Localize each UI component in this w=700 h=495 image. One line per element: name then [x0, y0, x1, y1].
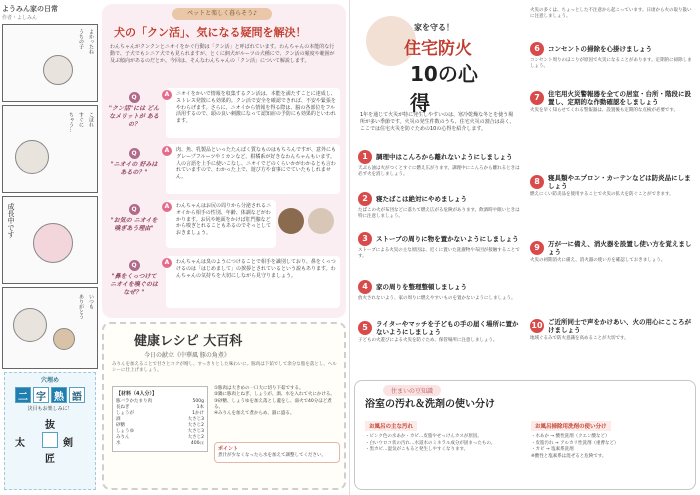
recipe-title: 健康レシピ 大百科: [134, 334, 243, 349]
dog-figure: [53, 328, 75, 350]
ingredients-heading: 【材料（4人分）】: [116, 391, 157, 397]
recipe-step: ③砂糖、しょうゆを加え落とし蓋をし、弱火で40分ほど煮る。: [214, 398, 332, 410]
bath-cleaner-box: [531, 413, 691, 487]
fire-tip: [358, 192, 524, 221]
q-badge-icon: Q: [129, 148, 140, 159]
tip-body: 燃えにくい防炎品を使用することで火災の拡大を防ぐことができます。: [530, 192, 674, 198]
tip-number: 3: [358, 232, 372, 246]
answer-box: A 肉、魚、乳製品といったたんぱく質なものはもちろんですが、意外にもグレープフルーツやミカンなど、柑橘系が好きなわんちゃんもいます。人の言語を上手に使いこなし、ニオイでどのくらいかがわかるとも言われていますので、わかった上で、遊び方や食事にでていたもしれません。: [166, 144, 340, 194]
fire-title: 住宅防火: [404, 39, 472, 59]
tip-title: 調理中はこんろから離れないようにしましょう: [376, 152, 513, 161]
ingredient-row: 砂糖 大さじ2: [116, 423, 204, 429]
speech-bubble: こぼれ: [88, 112, 94, 127]
fire-hero: [358, 6, 492, 116]
bath-cleaner-heading: お風呂掃除用洗剤の使い分け: [531, 421, 611, 431]
question: Q "お気の ニオイを 嗅ぎあう理由": [110, 206, 158, 232]
tip-title: ご近所同士で声をかけあい、火の用心にこころがけましょう: [548, 318, 691, 335]
tip-body: たばこの火が布団などに落ちて燃え広がる危険があります。飲酒時や眠いときは特に注意しましょう。: [358, 208, 520, 220]
speech-bubble: ちゃう…: [68, 112, 74, 132]
ingredients-box: [112, 386, 208, 452]
puzzle-cross: [5, 416, 95, 464]
character-figure: [43, 55, 73, 85]
tip-title: 寝具類やエプロン・カーテンなどは防炎品にしましょう: [548, 174, 691, 191]
puzzle-char: 抜: [45, 420, 55, 431]
ingredient-row: しょうゆ 大さじ3: [116, 429, 204, 435]
tip-body: 天ぷら油は火がつくとすぐに燃え広がります。調理中にこんろから離れるときは必ず火を消しましょう。: [358, 166, 520, 178]
bath-section: [354, 380, 696, 490]
ingredient-row: 豚バラかたまり肉 500g: [116, 399, 204, 404]
a-badge-icon: A: [162, 258, 172, 268]
fire-tip: [530, 90, 694, 115]
tip-number: 5: [358, 321, 372, 335]
manga-title: ようみん家の日常: [2, 5, 58, 13]
bath-title: 浴室の汚れ＆洗剤の使い分け: [365, 399, 495, 410]
tip-number: 9: [530, 241, 544, 255]
tip-title: ストーブの周りに物を置かないようにしましょう: [376, 234, 519, 243]
tip-number: 1: [358, 150, 372, 164]
recipe-intro: みりんを加えることで甘さとコクが増し、すっきりとした味わいに。豚肉は下茹でして余分な脂を落とし、ヘルシーに仕上げましょう。: [112, 362, 337, 374]
tip-number: 6: [530, 42, 544, 56]
right-page: [350, 0, 700, 495]
recipe-point: [214, 442, 340, 463]
q-badge-icon: Q: [129, 92, 140, 103]
fire-eyebrow: 家を守る！: [414, 23, 454, 32]
tip-title: ライターやマッチを子どもの手の届く場所に置かないようにしましょう: [376, 320, 519, 337]
tip-body: 地域ぐるみで防火意識を高めることが大切です。: [530, 336, 629, 342]
manga-panel-1: [2, 24, 98, 102]
fire-tip: [358, 280, 524, 302]
bath-stains-heading: お風呂の主な汚れ: [365, 421, 417, 431]
speech-bubble: うちの子: [78, 29, 84, 49]
tip-number: 4: [358, 280, 372, 294]
tip-body: 火災の初期消火に備え、消火器の使い方を確認しておきましょう。: [530, 258, 666, 264]
ingredient-row: 長ねぎ 1本: [116, 405, 204, 411]
speech-bubble: すぐに: [78, 112, 84, 127]
fire-tip: [530, 240, 694, 265]
ingredient-row: しょうが 1かけ: [116, 411, 204, 417]
fire-note: 火災の多くは、ちょっとした不注意から起こっています。日頃から火の取り扱いに注意しましょう。: [530, 8, 692, 20]
puzzle-cell: 二: [15, 387, 31, 403]
tip-number: 10: [530, 319, 544, 333]
q-badge-icon: Q: [129, 204, 140, 215]
fire-tip: [530, 174, 694, 199]
question: Q "鼻をくっつけて ニオイを嗅ぐのは なぜ？": [110, 262, 158, 296]
tip-number: 2: [358, 192, 372, 206]
manga-panel-4: [2, 287, 98, 369]
speech-bubble: 成長中です: [7, 203, 16, 238]
tip-body: ストーブによる火災の主な原因は、近くに置いた洗濯物や布団が接触することです。: [358, 248, 520, 260]
puzzle-note: 決目もお楽しみに！: [27, 406, 73, 412]
fire-tip: [530, 42, 694, 71]
tip-number: 7: [530, 91, 544, 105]
tip-number: 8: [530, 175, 544, 189]
a-badge-icon: A: [162, 202, 172, 212]
dog-illustration: [278, 208, 304, 234]
recipe-step: ④みりんを加えて煮からめ、器に盛る。: [214, 411, 295, 417]
manga-panel-2: [2, 105, 98, 193]
ingredient-row: みりん 大さじ2: [116, 435, 204, 441]
fire-tip: [358, 150, 524, 179]
puzzle-cell: 字: [33, 387, 49, 403]
speech-bubble: いつも: [88, 294, 94, 309]
point-text: 煮汁が少なくなったら水を加えて調整してください。: [218, 452, 326, 458]
recipe-steps: [214, 386, 340, 417]
manga-author: 作者・よしみん: [2, 15, 38, 21]
recipe-section: [102, 322, 346, 490]
pet-banner: ペットと楽しく暮らそう♪: [172, 8, 272, 20]
recipe-step: ①豚肉は大きめの一口大に切り下茹でする。: [214, 386, 304, 391]
answer-box: A ニオイをかいで情報を収集するクン活は、本能を満たすことに達成し、ストレス発散にも効果的。クン活で安全を確認できれば、不安や緊張をやわらげます。さらに、ニオイから情報を得る際は、脳の各部位をフル活用するので、頭の良い刺激になって認知症の予防にも効果的といわれます。: [166, 88, 340, 138]
puzzle-row: [5, 387, 95, 403]
bath-cleaner-body: ・水あか → 酸性洗剤（クエン酸など） ・皮脂汚れ → アルカリ性洗剤（重曹など） ・カビ → 塩素系洗剤 ※酸性と塩素系は混ぜると危険です。: [531, 434, 619, 459]
pet-intro: わんちゃんがクンクンとニオイをかぐ行動は「クン活」と呼ばれています。わんちゃんの本能的な行動で、子犬でもシニア犬でも見られますが、とくに飼犬がルーツの犬種にで、クン活の頻度や範囲が及ぶ傾向があるのだとか。今回は、そんなわんちゃんの「クン活」について解説します。: [110, 44, 335, 64]
fire-subtitle: 10の心得: [410, 62, 478, 115]
puzzle-blank-cell: [42, 432, 58, 448]
tip-title: 万が一に備え、消火器を設置し使い方を覚えましょう: [548, 240, 692, 257]
fire-intro: 1年を通じて火災が特に発生しやすいのは、寒冷乾燥な冬とを使う場所が多い季節です。火災の発生件数のうち、住宅火災の割合は高く、ここでは住宅火災を防ぐための10の心得を紹介します。: [360, 112, 515, 132]
character-figure: [15, 140, 49, 174]
speech-bubble: ありがとう: [78, 294, 84, 319]
q-badge-icon: Q: [129, 260, 140, 271]
puzzle-char: 太: [15, 438, 25, 449]
manga-panel-3: [2, 196, 98, 284]
puzzle-cell: 語: [69, 387, 85, 403]
bath-stains-body: ・ピンク色の水あか・カビ…皮脂やせっけんカスが原因。 ・白いウロコ状の汚れ…水道水のミネラル成分が固まったもの。 ・黒カビ…湿気がこもると発生しやすくなります。: [365, 434, 496, 453]
puzzle-char: 剣: [63, 438, 73, 449]
kanji-puzzle: [4, 372, 96, 490]
puzzle-cell: 熟: [51, 387, 67, 403]
speech-bubble: よかったね: [88, 29, 94, 54]
bath-tag: 住まいの豆知識: [383, 385, 441, 396]
dog-illustration: [308, 208, 334, 234]
question: Q "クン活"には どんなメリットが あるの？: [108, 94, 160, 128]
recipe-step: ②鍋に豚肉とねぎ、しょうが、酒、水を入れて火にかける。: [214, 392, 335, 398]
tip-body: 火災を早く知らせてくれる警報器は、設置後も定期的な点検が必要です。: [530, 108, 679, 114]
character-figure: [33, 223, 73, 263]
manga-strip: [2, 4, 98, 364]
tip-body: 放火されないよう、家の周りに燃えやすいものを置かないようにしましょう。: [358, 296, 516, 301]
fire-tip: [530, 318, 694, 343]
point-heading: ポイント: [218, 446, 239, 452]
bath-stains-box: [365, 413, 525, 487]
tip-title: 寝たばこは絶対にやめましょう: [376, 194, 467, 203]
tip-title: コンセントの掃除を心掛けましょう: [548, 44, 652, 53]
answer-box: A わんちゃんは臭のようにつけることで相手を識別しており、鼻をくっつけるのは「はじめまして」の挨拶とされているという説もあります。わんちゃんの気持ちを大切にしながら見守りましょう。: [166, 256, 340, 308]
a-badge-icon: A: [162, 90, 172, 100]
pet-article: [102, 4, 346, 318]
a-badge-icon: A: [162, 146, 172, 156]
tip-body: 子どもの火遊びによる火災を防ぐため、保管場所に注意しましょう。: [358, 338, 498, 344]
question: Q "ニオイの 好みは あるの？": [110, 150, 158, 176]
recipe-subtitle: 今日の献立《中華風 豚の角煮》: [144, 352, 230, 359]
tip-title: 住宅用火災警報器を全ての居室・台所・階段に設置し、定期的な作動確認をしましょう: [548, 90, 691, 107]
puzzle-char: 匠: [45, 454, 55, 465]
tip-body: コンセント周りのほこりが原因で火災になることがあります。定期的に掃除しましょう。: [530, 58, 692, 70]
ingredient-row: 酒 大さじ3: [116, 417, 204, 423]
answer-box: A わんちゃんはお尻の周りから分泌されるニオイから相手の性別、年齢、体調などがわかります。お尻や地面をかけば肛門腺などから嗅ぎとれることもあるのでそっとしておきましょう。: [166, 200, 276, 248]
puzzle-title: 穴埋め: [40, 377, 59, 384]
fire-tip: [358, 232, 524, 261]
tip-title: 家の周りを整理整頓しましょう: [376, 282, 467, 291]
fire-tip: [358, 320, 524, 345]
pet-title: 犬の「クン活」、気になる疑問を解決！: [114, 26, 307, 39]
character-figure: [13, 308, 47, 342]
ingredient-row: 水 400㏄: [116, 441, 204, 447]
